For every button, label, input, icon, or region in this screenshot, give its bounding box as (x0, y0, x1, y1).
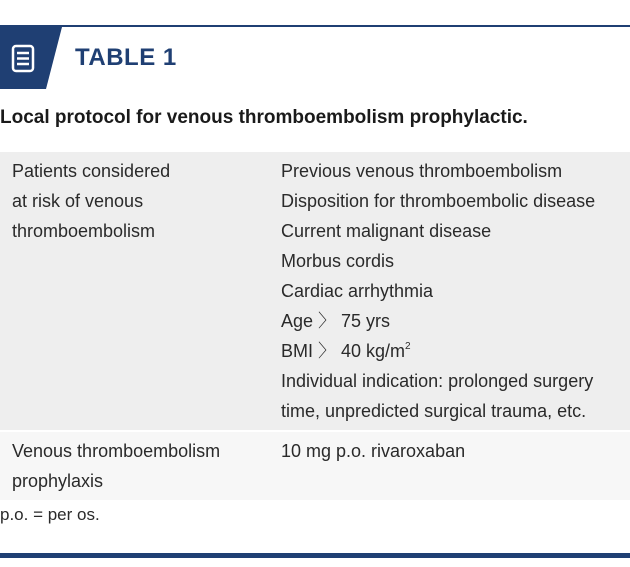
risk-label-cell (0, 152, 281, 431)
protocol-table (0, 152, 630, 500)
risk-criteria-cell (281, 152, 630, 431)
table-caption: Local protocol for venous thromboembolism prophylactic. (0, 107, 528, 128)
prophylaxis-label-cell (0, 431, 281, 500)
cell-line: at risk of venous (12, 191, 144, 211)
criterion-disposition: Disposition for thromboembolic disease (281, 191, 596, 211)
bmi-superscript: 2 (405, 341, 411, 352)
criterion-malignant: Current malignant disease (281, 221, 492, 241)
table-label-banner (0, 27, 630, 89)
bottom-rule (0, 553, 630, 558)
cell-line: prophylaxis (12, 471, 104, 491)
criterion-individual: Individual indication: prolonged surgery (281, 371, 594, 391)
criterion-age: Age 〉 75 yrs (281, 311, 391, 331)
bmi-text: BMI 〉 40 kg/m (281, 341, 406, 361)
table-footnote: p.o. = per os. (0, 505, 100, 524)
table-row-prophylaxis (0, 431, 630, 500)
cell-line: Venous thromboembolism (12, 441, 221, 461)
criterion-previous-vte: Previous venous thromboembolism (281, 161, 563, 181)
criterion-individual-cont: time, unpredicted surgical trauma, etc. (281, 401, 587, 421)
table-title: TABLE 1 (75, 44, 177, 71)
criterion-bmi (281, 336, 630, 366)
prophylaxis-value-cell (281, 431, 630, 500)
table-row-risk (0, 152, 630, 431)
cell-line: Patients considered (12, 161, 171, 181)
criterion-morbus-cordis: Morbus cordis (281, 251, 395, 271)
criterion-arrhythmia: Cardiac arrhythmia (281, 281, 434, 301)
cell-line: thromboembolism (12, 221, 156, 241)
prophylaxis-dose: 10 mg p.o. rivaroxaban (281, 441, 466, 461)
